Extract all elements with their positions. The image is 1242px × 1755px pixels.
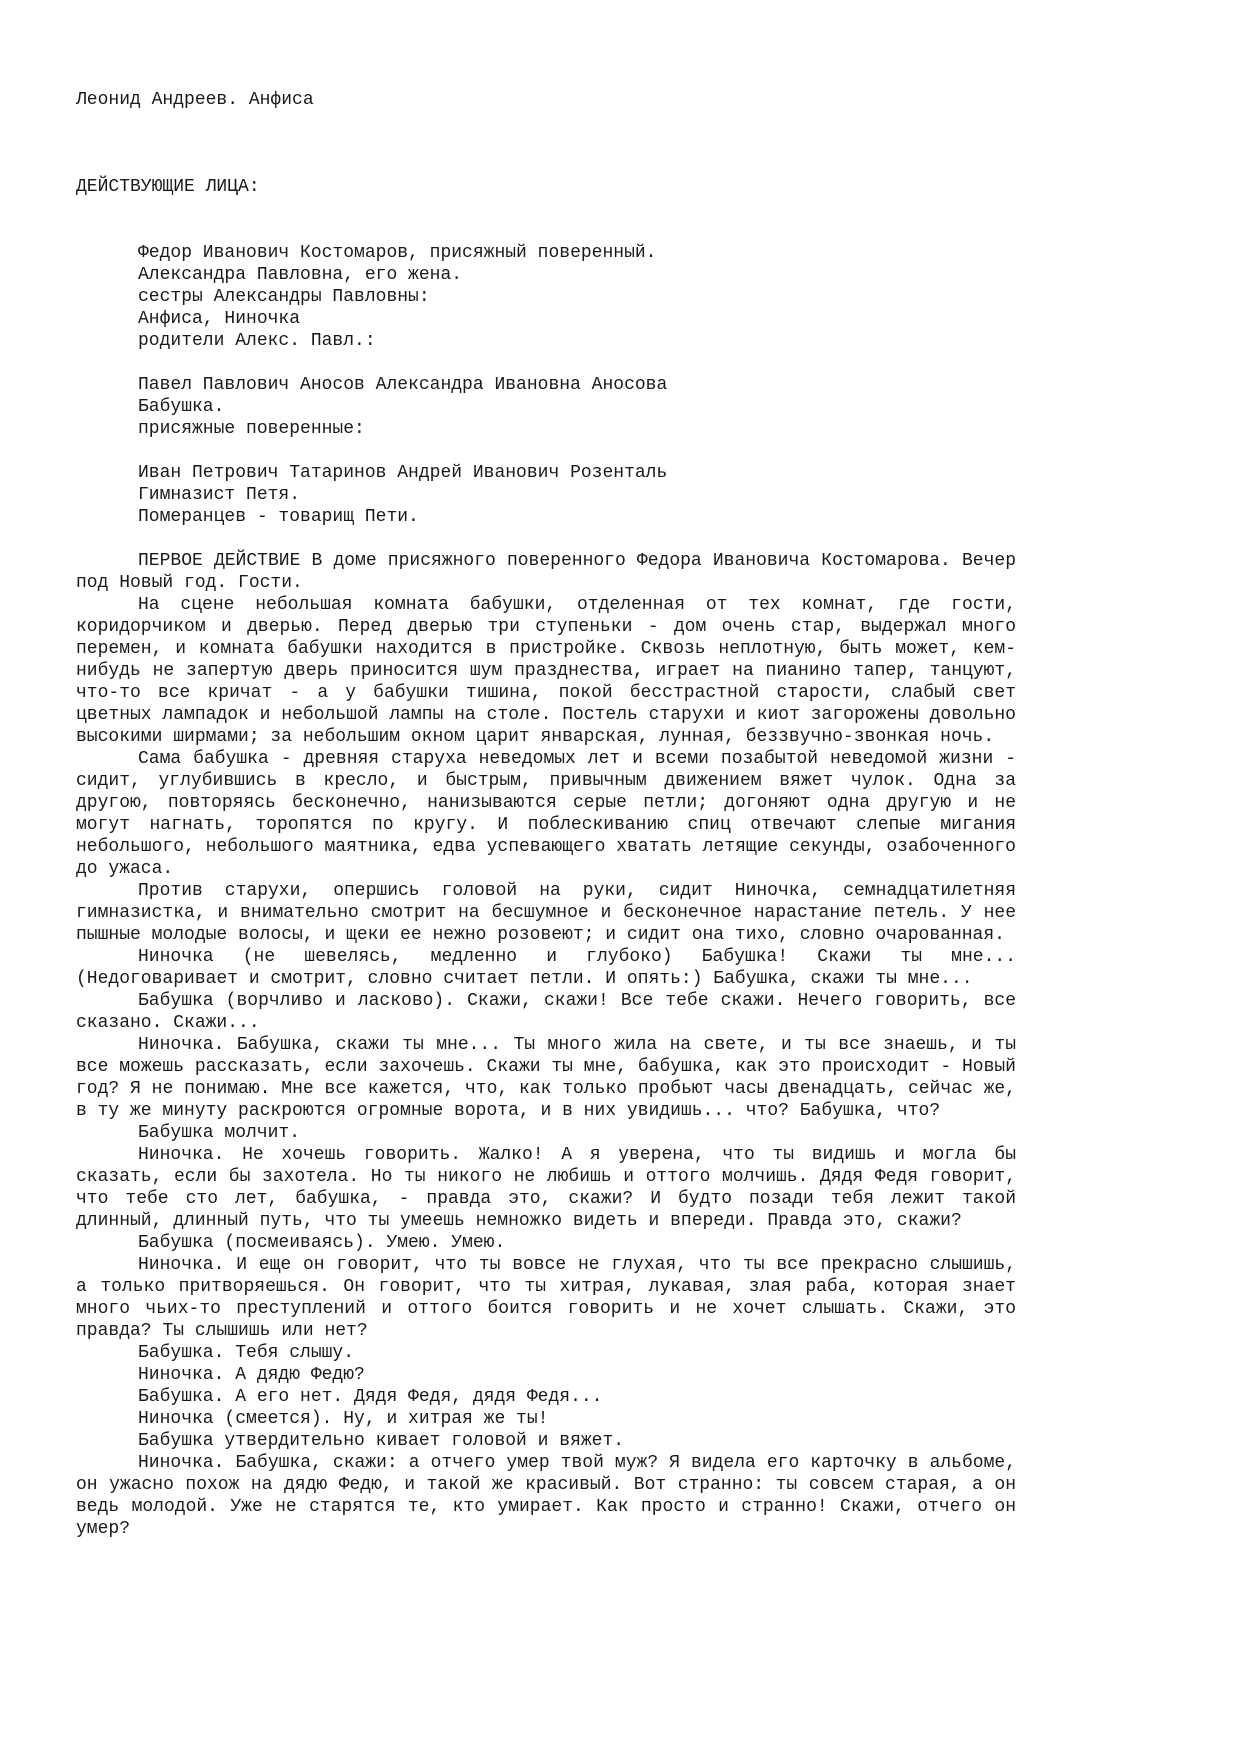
cast-line: присяжные поверенные: — [138, 419, 365, 439]
cast-line: Бабушка. — [138, 397, 225, 417]
cast-line: сестры Александры Павловны: — [138, 287, 430, 307]
paragraph: Ниночка. Бабушка, скажи: а отчего умер твой муж? Я видела его карточку в альбоме, он ужасно похож на дядю Федю, и такой же красивый. Вот странно: ты совсем старая, а он ведь молодой. Уже не старятся те, кто умирает. Как просто и странно! Скажи, отчего он умер? — [76, 1453, 1016, 1539]
paragraph: Против старухи, опершись головой на руки, сидит Ниночка, семнадцатилетняя гимназистка, и внимательно смотрит на бесшумное и бесконечное нарастание петель. У нее пышные молодые волосы, и щеки ее нежно розовеют; и сидит она тихо, словно очарованная. — [76, 881, 1016, 945]
cast-line: Павел Павлович Аносов Александра Ивановна Аносова — [138, 375, 668, 395]
cast-heading: ДЕЙСТВУЮЩИЕ ЛИЦА: — [76, 177, 260, 197]
paragraph: Бабушка (посмеиваясь). Умею. Умею. — [138, 1233, 506, 1253]
paragraph: Бабушка молчит. — [138, 1123, 301, 1143]
paragraph: Бабушка. Тебя слышу. — [138, 1343, 355, 1363]
paragraph: Ниночка. Не хочешь говорить. Жалко! А я уверена, что ты видишь и могла бы сказать, если бы захотела. Но ты никого не любишь и оттого молчишь. Дядя Федя говорит, что тебе сто лет, бабушка, - правда это, скажи? И будто позади тебя лежит такой длинный, длинный путь, что ты умеешь немножко видеть и впереди. Правда это, скажи? — [76, 1145, 1016, 1231]
cast-group — [138, 242, 1038, 352]
play-text — [76, 550, 1016, 1540]
paragraph: Бабушка (ворчливо и ласково). Скажи, скажи! Все тебе скажи. Нечего говорить, все сказано. Скажи... — [76, 991, 1016, 1033]
paragraph: Бабушка утвердительно кивает головой и вяжет. — [138, 1431, 625, 1451]
cast-line: Анфиса, Ниночка — [138, 309, 301, 329]
cast-line: Гимназист Петя. — [138, 485, 301, 505]
cast-line: Федор Иванович Костомаров, присяжный поверенный. — [138, 243, 657, 263]
paragraph: Бабушка. А его нет. Дядя Федя, дядя Федя... — [138, 1387, 603, 1407]
paragraph: Ниночка. И еще он говорит, что ты вовсе не глухая, что ты все прекрасно слышишь, а только притворяешься. Он говорит, что ты хитрая, лукавая, злая раба, которая знает много чьих-то преступлений и оттого боится говорить и не хочет слышать. Скажи, это правда? Ты слышишь или нет? — [76, 1255, 1016, 1341]
cast-group — [138, 462, 1038, 528]
document-title: Леонид Андреев. Анфиса — [76, 90, 314, 110]
cast-line: родители Алекс. Павл.: — [138, 331, 376, 351]
cast-line: Иван Петрович Татаринов Андрей Иванович Розенталь — [138, 463, 668, 483]
paragraph: Сама бабушка - древняя старуха неведомых лет и всеми позабытой неведомой жизни - сидит, углубившись в кресло, и быстрым, привычным движением вяжет чулок. Одна за другою, повторяясь бесконечно, нанизываются серые петли; догоняют одна другую и не могут нагнать, торопятся по кругу. И поблескиванию спиц отвечают слепые мигания небольшого, небольшого маятника, едва успевающего хватать летящие секунды, озабоченного до ужаса. — [76, 749, 1016, 879]
cast-line: Александра Павловна, его жена. — [138, 265, 463, 285]
paragraph: Ниночка (не шевелясь, медленно и глубоко) Бабушка! Скажи ты мне... (Недоговаривает и смотрит, словно считает петли. И опять:) Бабушка, скажи ты мне... — [76, 947, 1016, 989]
paragraph: Ниночка (смеется). Ну, и хитрая же ты! — [138, 1409, 549, 1429]
paragraph: На сцене небольшая комната бабушки, отделенная от тех комнат, где гости, коридорчиком и дверью. Перед дверью три ступеньки - дом очень стар, выдержал много перемен, и комната бабушки находится в пристройке. Сквозь неплотную, быть может, кем-нибудь не запертую дверь приносится шум празднества, играет на пианино тапер, танцуют, что-то все кричат - а у бабушки тишина, покой бесстрастной старости, слабый свет цветных лампадок и небольшой лампы на столе. Постель старухи и киот загорожены довольно высокими ширмами; за небольшим окном царит январская, лунная, беззвучно-звонкая ночь. — [76, 595, 1016, 747]
cast-line: Померанцев - товарищ Пети. — [138, 507, 419, 527]
paragraph: Ниночка. А дядю Федю? — [138, 1365, 365, 1385]
paragraph: ПЕРВОЕ ДЕЙСТВИЕ В доме присяжного поверенного Федора Ивановича Костомарова. Вечер под Новый год. Гости. — [76, 551, 1016, 593]
paragraph: Ниночка. Бабушка, скажи ты мне... Ты много жила на свете, и ты все знаешь, и ты все можешь рассказать, если захочешь. Скажи ты мне, бабушка, как это происходит - Новый год? Я не понимаю. Мне все кажется, что, как только пробьют часы двенадцать, сейчас же, в ту же минуту раскроются огромные ворота, и в них увидишь... что? Бабушка, что? — [76, 1035, 1016, 1121]
cast-group — [138, 374, 1038, 440]
